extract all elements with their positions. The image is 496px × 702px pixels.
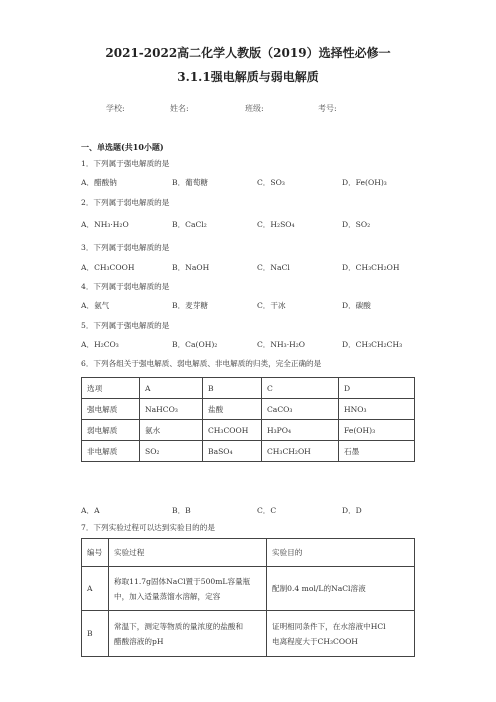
question-stem: 7．下列实验过程可以达到实验目的的是 [81, 523, 215, 532]
process-line: 称取11.7g固体NaCl置于500mL容量瓶 [114, 576, 251, 586]
table-cell [267, 611, 415, 657]
option: B．NaOH [172, 263, 210, 272]
option: C．H₂SO₄ [257, 220, 295, 229]
table-row [82, 567, 415, 611]
classification-table [81, 377, 415, 462]
option: D．碳酸 [342, 301, 371, 310]
table-cell: BaSO₄ [203, 441, 262, 462]
process-line: 常温下，测定等物质的量浓度的盐酸和 [114, 621, 244, 631]
table-cell: CH₃COOH [203, 420, 262, 441]
process-line: 中，加入适量蒸馏水溶解，定容 [114, 591, 221, 601]
table-cell: HNO₃ [339, 399, 415, 420]
option: D．Fe(OH)₃ [342, 178, 387, 187]
table-cell [109, 611, 267, 657]
table-cell [267, 567, 415, 611]
table-cell: SO₂ [140, 441, 203, 462]
option: B．Ca(OH)₂ [172, 340, 218, 349]
purpose-line: 配制0.4 mol/L的NaCl溶液 [272, 584, 366, 593]
option: C．NaCl [257, 263, 290, 272]
doc-title-line1: 2021-2022高二化学人教版（2019）选择性必修一 [105, 46, 391, 60]
question-stem: 1．下列属于强电解质的是 [81, 159, 170, 168]
table-row [82, 420, 415, 441]
option: A．醋酸钠 [81, 178, 117, 187]
table-cell: 强电解质 [82, 399, 140, 420]
purpose-line: 证明相同条件下，在水溶液中HCl [272, 621, 386, 631]
table-row [82, 611, 415, 657]
question-stem: 4．下列属于弱电解质的是 [81, 282, 170, 291]
experiment-table [81, 538, 415, 657]
table-cell [109, 567, 267, 611]
option: C．干冰 [257, 301, 286, 310]
table-cell: B [203, 378, 262, 399]
table-cell: 非电解质 [82, 441, 140, 462]
table-cell: 盐酸 [203, 399, 262, 420]
question-stem: 2．下列属于弱电解质的是 [81, 198, 170, 207]
question-stem: 5．下列属于强电解质的是 [81, 321, 170, 330]
question-stem: 6．下列各组关于强电解质、弱电解质、非电解质的归类，完全正确的是 [81, 359, 322, 368]
process-line: 醋酸溶液的pH [114, 636, 164, 646]
table-cell: 石墨 [339, 441, 415, 462]
option: C．C [257, 506, 277, 515]
table-row [82, 539, 415, 567]
option: B．CaCl₂ [172, 220, 207, 229]
table-cell: D [339, 378, 415, 399]
option: B．葡萄糖 [172, 178, 208, 187]
table-cell: C [262, 378, 339, 399]
option: A．A [81, 506, 100, 515]
table-cell: NaHCO₃ [140, 399, 203, 420]
option: D．CH₃CH₂OH [342, 263, 400, 272]
name-label: 姓名: [170, 104, 189, 113]
doc-title-line2: 3.1.1强电解质与弱电解质 [177, 70, 319, 84]
table-row [82, 378, 415, 399]
table-cell: 实验目的 [267, 539, 415, 567]
table-cell: 选项 [82, 378, 140, 399]
table-cell: CaCO₃ [262, 399, 339, 420]
option: C．NH₃·H₂O [257, 340, 306, 349]
option: B．麦芽糖 [172, 301, 208, 310]
option: C．SO₃ [257, 178, 285, 187]
class-label: 班级: [245, 104, 264, 113]
table-cell: 氨水 [140, 420, 203, 441]
number-label: 考号: [318, 104, 337, 113]
table-cell: 编号 [82, 539, 109, 567]
option: A．NH₃·H₂O [81, 220, 129, 229]
option: D．CH₃CH₂CH₃ [342, 340, 403, 349]
table-cell: B [82, 611, 109, 657]
table-cell: 弱电解质 [82, 420, 140, 441]
section-heading: 一、单选题(共10小题) [81, 142, 164, 152]
table-cell: A [140, 378, 203, 399]
table-cell: Fe(OH)₃ [339, 420, 415, 441]
option: A．氨气 [81, 301, 110, 310]
purpose-line: 电离程度大于CH₃COOH [272, 636, 358, 646]
option: A．H₂CO₃ [81, 340, 119, 349]
option: D．D [342, 506, 362, 515]
question-stem: 3．下列属于弱电解质的是 [81, 243, 170, 252]
option: B．B [172, 506, 191, 515]
table-cell: A [82, 567, 109, 611]
table-cell: H₃PO₄ [262, 420, 339, 441]
table-cell: CH₃CH₂OH [262, 441, 339, 462]
table-cell: 实验过程 [109, 539, 267, 567]
table-row [82, 399, 415, 420]
option: A．CH₃COOH [81, 263, 135, 272]
table-row [82, 441, 415, 462]
option: D．SO₂ [342, 220, 371, 229]
school-label: 学校: [106, 104, 125, 113]
